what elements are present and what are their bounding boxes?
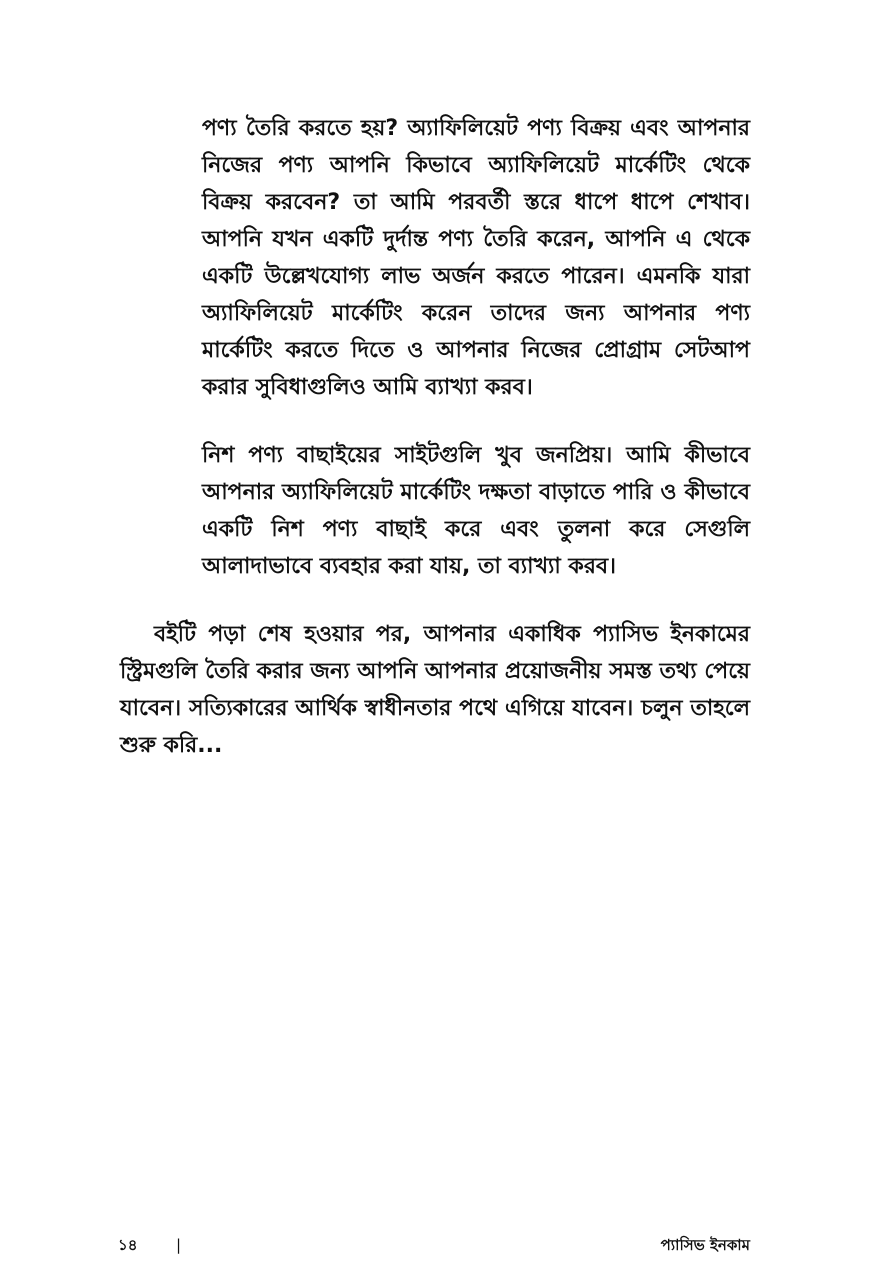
paragraph-niche-products: নিশ পণ্য বাছাইয়ের সাইটগুলি খুব জনপ্রিয়। আমি কীভাবে আপনার অ্যাফিলিয়েট মার্কেটিং দক্ষতা বাড়াতে পারি ও কীভাবে একটি নিশ পণ্য বাছাই করে এবং তুলনা করে সেগুলি আলাদাভাবে ব্যবহার করা যায়, তা ব্যাখ্যা করব। xyxy=(202,443,750,579)
paragraph-conclusion: বইটি পড়া শেষ হওয়ার পর, আপনার একাধিক প্যাসিভ ইনকামের স্ট্রিমগুলি তৈরি করার জন্য আপনি আপনার প্রয়োজনীয় সমস্ত তথ্য পেয়ে যাবেন। সত্যিকারের আর্থিক স্বাধীনতার পথে এগিয়ে যাবেন। চলুন তাহলে শুরু করি... xyxy=(120,622,750,758)
paragraph-affiliate-products: পণ্য তৈরি করতে হয়? অ্যাফিলিয়েট পণ্য বিক্রয় এবং আপনার নিজের পণ্য আপনি কিভাবে অ্যাফিলিয়েট মার্কেটিং থেকে বিক্রয় করবেন? তা আমি পরবর্তী স্তরে ধাপে ধাপে শেখাব। আপনি যখন একটি দুর্দান্ত পণ্য তৈরি করেন, আপনি এ থেকে একটি উল্লেখযোগ্য লাভ অর্জন করতে পারেন। এমনকি যারা অ্যাফিলিয়েট মার্কেটিং করেন তাদের জন্য আপনার পণ্য মার্কেটিং করতে দিতে ও আপনার নিজের প্রোগ্রাম সেটআপ করার সুবিধাগুলিও আমি ব্যাখ্যা করব। xyxy=(202,116,750,400)
page-number: ১৪ xyxy=(118,1236,138,1254)
running-title: প্যাসিভ ইনকাম xyxy=(660,1236,750,1254)
footer-divider: | xyxy=(176,1236,182,1254)
